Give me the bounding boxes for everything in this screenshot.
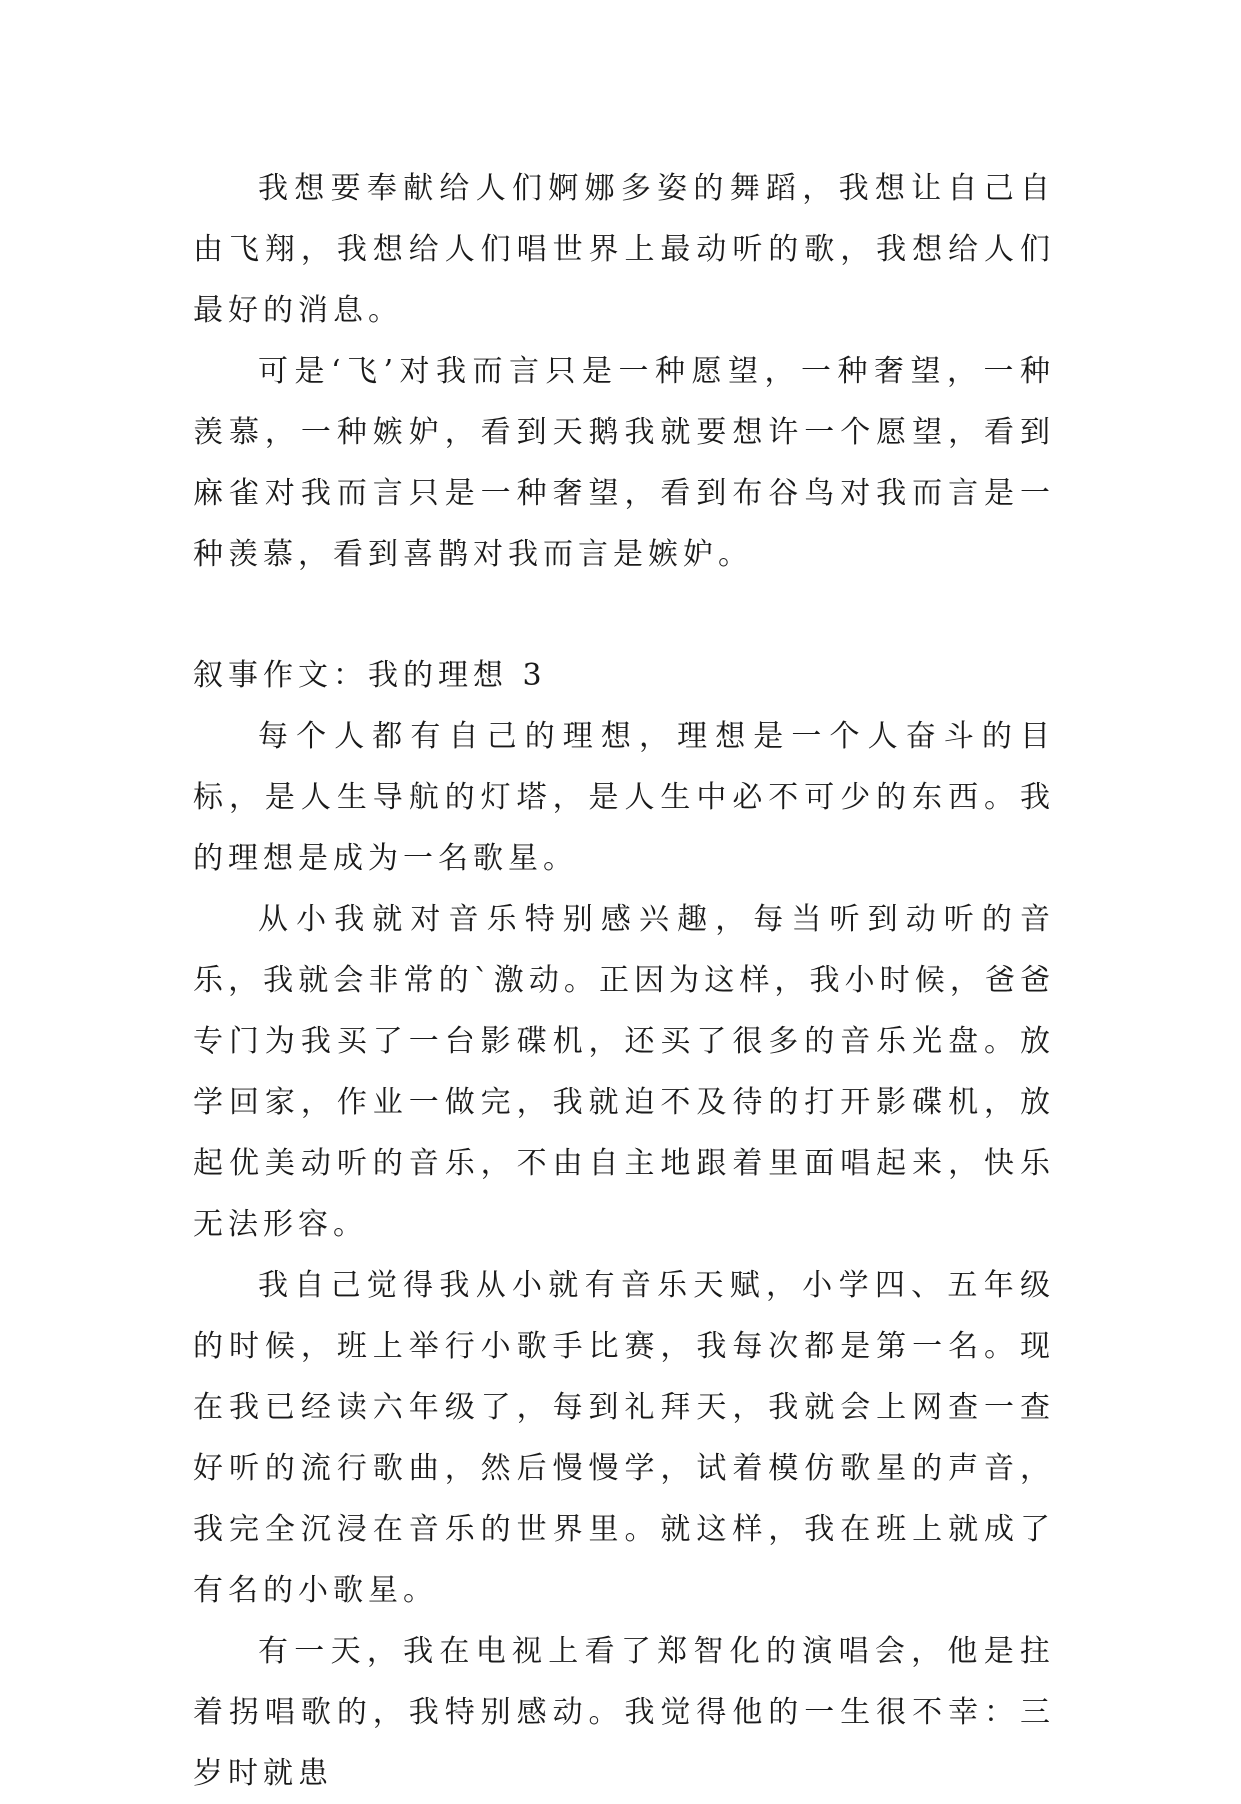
paragraph-3: 每个人都有自己的理想，理想是一个人奋斗的目标，是人生导航的灯塔，是人生中必不可少的东西。我的理想是成为一名歌星。 <box>193 719 1055 876</box>
paragraph-2: 可是‘飞’对我而言只是一种愿望，一种奢望，一种羡慕，一种嫉妒，看到天鹅我就要想许一个愿望，看到麻雀对我而言只是一种奢望，看到布谷鸟对我而言是一种羡慕，看到喜鹊对我而言是嫉妒。 <box>193 354 1055 572</box>
document-body <box>193 158 1055 1804</box>
paragraph-4: 从小我就对音乐特别感兴趣，每当听到动听的音乐，我就会非常的`激动。正因为这样，我小时候，爸爸专门为我买了一台影碟机，还买了很多的音乐光盘。放学回家，作业一做完，我就迫不及待的打开影碟机，放起优美动听的音乐，不由自主地跟着里面唱起来，快乐无法形容。 <box>193 902 1055 1242</box>
paragraph-1: 我想要奉献给人们婀娜多姿的舞蹈，我想让自己自由飞翔，我想给人们唱世界上最动听的歌，我想给人们最好的消息。 <box>193 171 1055 328</box>
paragraph-6: 有一天，我在电视上看了郑智化的演唱会，他是拄着拐唱歌的，我特别感动。我觉得他的一生很不幸：三岁时就患 <box>193 1634 1055 1791</box>
paragraph-5: 我自己觉得我从小就有音乐天赋，小学四、五年级的时候，班上举行小歌手比赛，我每次都是第一名。现在我已经读六年级了，每到礼拜天，我就会上网查一查好听的流行歌曲，然后慢慢学，试着模仿歌星的声音，我完全沉浸在音乐的世界里。就这样，我在班上就成了有名的小歌星。 <box>193 1268 1055 1608</box>
section-heading: 叙事作文：我的理想 3 <box>193 658 547 693</box>
